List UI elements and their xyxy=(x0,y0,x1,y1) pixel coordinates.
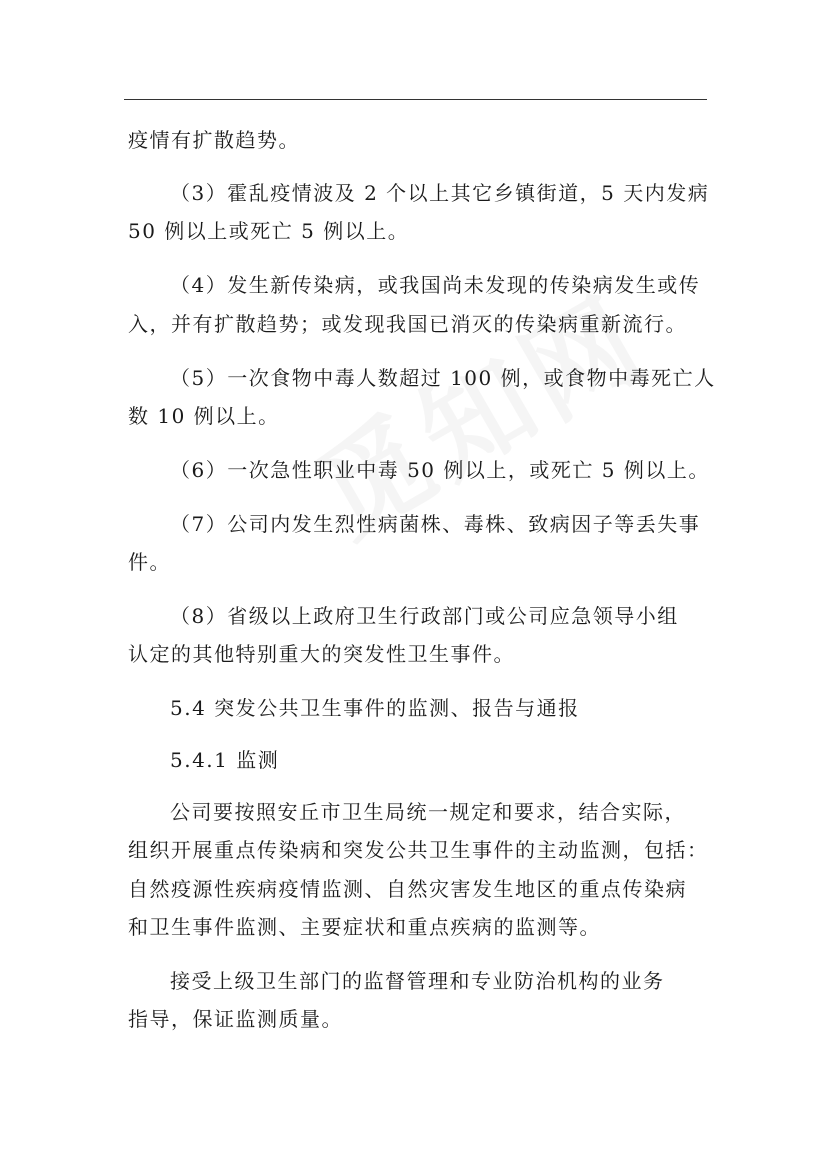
text-line: 50 例以上或死亡 5 例以上。 xyxy=(128,219,410,243)
paragraph-line: 公司要按照安丘市卫生局统一规定和要求，结合实际， xyxy=(170,800,686,824)
paragraph-line: 接受上级卫生部门的监督管理和专业防治机构的业务 xyxy=(170,969,665,993)
paragraph-line: 指导，保证监测质量。 xyxy=(128,1007,343,1031)
text-line: 数 10 例以上。 xyxy=(128,404,280,428)
list-item-6: （6）一次急性职业中毒 50 例以上，或死亡 5 例以上。 xyxy=(170,458,710,482)
text-line: 疫情有扩散趋势。 xyxy=(128,128,300,152)
section-heading-5-4: 5.4 突发公共卫生事件的监测、报告与通报 xyxy=(170,696,580,720)
text-line: 件。 xyxy=(128,550,171,574)
text-line: 入，并有扩散趋势；或发现我国已消灭的传染病重新流行。 xyxy=(128,312,687,336)
list-item-8: （8）省级以上政府卫生行政部门或公司应急领导小组 xyxy=(170,604,679,628)
list-item-7: （7）公司内发生烈性病菌株、毒株、致病因子等丢失事 xyxy=(170,512,701,536)
list-item-4: （4）发生新传染病，或我国尚未发现的传染病发生或传 xyxy=(170,273,701,297)
list-item-5: （5）一次食物中毒人数超过 100 例，或食物中毒死亡人 xyxy=(170,366,716,390)
list-item-3: （3）霍乱疫情波及 2 个以上其它乡镇街道，5 天内发病 xyxy=(170,181,710,205)
text-line: 认定的其他特别重大的突发性卫生事件。 xyxy=(128,642,515,666)
paragraph-line: 组织开展重点传染病和突发公共卫生事件的主动监测，包括： xyxy=(128,838,709,862)
header-rule xyxy=(124,99,707,100)
section-heading-5-4-1: 5.4.1 监测 xyxy=(170,748,280,772)
paragraph-line: 和卫生事件监测、主要症状和重点疾病的监测等。 xyxy=(128,915,601,939)
paragraph-line: 自然疫源性疾病疫情监测、自然灾害发生地区的重点传染病 xyxy=(128,877,687,901)
